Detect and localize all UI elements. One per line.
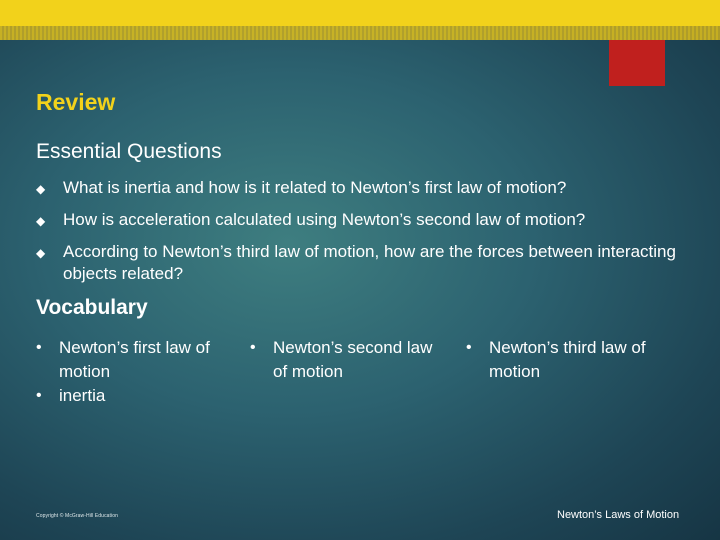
question-item [36, 241, 706, 285]
top-accent-band [0, 0, 720, 26]
diamond-icon: ◆ [36, 214, 46, 228]
bullet-dot-icon: • [250, 339, 256, 356]
vocabulary-column-1 [36, 336, 236, 408]
vocabulary-column-3 [466, 336, 666, 384]
vocabulary-term [36, 336, 236, 384]
vocabulary-term [36, 384, 236, 408]
vocabulary-column-2 [250, 336, 450, 384]
essential-questions-heading: Essential Questions [36, 140, 222, 163]
vocabulary-term-text: Newton’s first law of motion [59, 338, 210, 381]
bullet-dot-icon: • [466, 339, 472, 356]
bullet-dot-icon: • [36, 387, 42, 404]
vocabulary-heading: Vocabulary [36, 296, 148, 319]
vocabulary-term-text: Newton’s second law of motion [273, 338, 433, 381]
footer-title: Newton’s Laws of Motion [557, 509, 680, 521]
question-text: What is inertia and how is it related to Newton’s first law of motion? [63, 178, 567, 197]
essential-questions-list [36, 177, 706, 295]
diamond-icon: ◆ [36, 182, 46, 196]
diamond-icon: ◆ [36, 246, 46, 260]
vocabulary-term [466, 336, 666, 384]
vocabulary-term-text: inertia [59, 386, 106, 405]
question-item [36, 209, 706, 231]
red-accent-block [609, 40, 665, 86]
slide-title: Review [36, 89, 116, 115]
striped-accent-band [0, 26, 720, 40]
question-item [36, 177, 706, 199]
vocabulary-term [250, 336, 450, 384]
bullet-dot-icon: • [36, 339, 42, 356]
question-text: According to Newton’s third law of motion, how are the forces between interacting objects related? [63, 242, 676, 283]
vocabulary-term-text: Newton’s third law of motion [489, 338, 646, 381]
copyright-notice: Copyright © McGraw-Hill Education [36, 513, 119, 519]
question-text: How is acceleration calculated using Newton’s second law of motion? [63, 210, 586, 229]
